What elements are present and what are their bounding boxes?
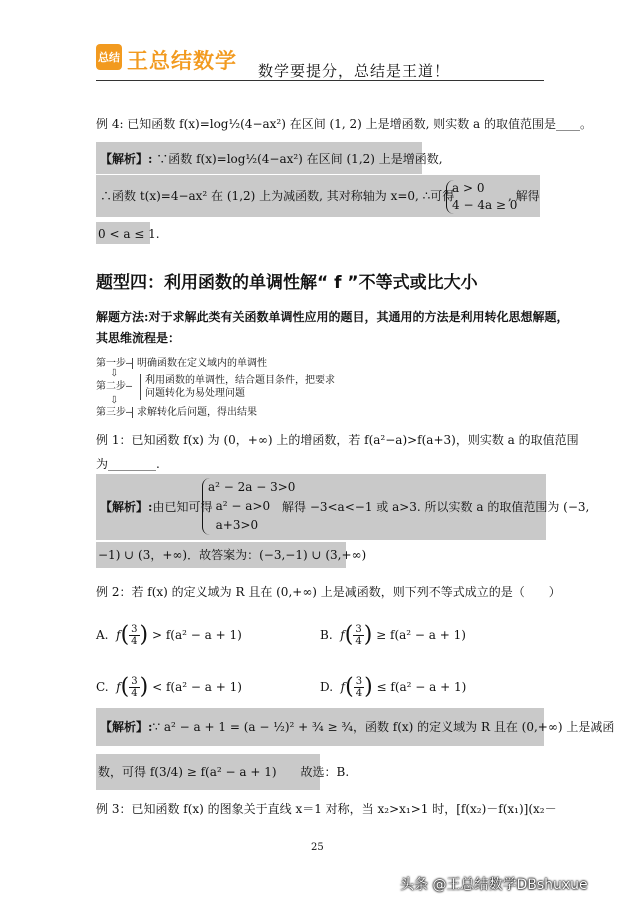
option-a-rhs: f(a² − a + 1) [165,628,242,642]
ex4-brace [446,180,517,214]
flow-step2-text-a: 利用函数的单调性，结合题目条件，把要求 [145,375,335,386]
method-line1 [96,306,568,328]
header-divider [96,80,544,81]
option-b-frac: $\frac{3}{4}$ [355,624,362,647]
flow-step1-text: 明确函数在定义域内的单调性 [132,358,267,369]
ex2-option-d[interactable]: D. f( $\frac{3}{4}) \le f(a^2 - a + 1)$ [320,674,467,700]
option-c-rhs: f(a² − a + 1) [165,680,242,694]
logo-badge-text: 总结 [98,51,120,64]
logo-badge [96,44,122,70]
watermark: 头条 @王总结数学DBshuxue [400,877,588,893]
ex4-analysis-line1 [100,150,443,168]
flow-arrow-1: ⇩ [110,368,119,379]
ex2-option-c[interactable]: C. f( $\frac{3}{4}) < f(a^2 - a + 1)$ [96,674,242,700]
ex4-analysis-label: 【解析】: [100,152,153,166]
ex2-analysis-text1: ∵ a² − a + 1 = (a − ½)² + ¾ ≥ ¾，函数 f(x) 的定义域为 R 且在 (0,+∞) 上是减函 [152,720,615,734]
ex1-analysis-line2: −1) ∪ (3，+∞)．故答案为：(−3,−1) ∪ (3,+∞) [98,548,367,562]
ex1-question-2: 为________. [96,457,160,471]
ex4-solve-word: , 解得 [508,189,540,203]
logo-name: 王总结数学 [127,49,237,73]
ex4-analysis-line2 [100,187,454,205]
header-motto: 数学要提分，总结是王道！ [258,62,451,80]
page-number: 25 [311,842,324,853]
ex1-analysis-mid: 解得 −3<a<−1 或 a>3. 所以实数 a 的取值范围为 (−3, [282,500,590,514]
option-a-label: A. [96,628,109,642]
ex1-analysis-start [100,498,212,516]
option-b-label: B. [320,628,333,642]
ex2-analysis-line2: 数，可得 f(3/4) ≥ f(a² − a + 1) 故选：B. [98,765,350,779]
flow-step2-text [140,374,335,400]
ex2-analysis-label: 【解析】: [100,720,153,734]
method-label: 解题方法: [96,310,149,324]
ex2-option-b[interactable]: B. f( $\frac{3}{4}) \ge f(a^2 - a + 1)$ [320,622,466,648]
flow-step1: 第一步— 明确函数在定义域内的单调性 [96,358,268,369]
flow-step2-text-b: 问题转化为易处理问题 [145,388,245,399]
option-b-rhs: f(a² − a + 1) [390,628,466,642]
flow-step3-text: 求解转化后问题，得出结果 [132,407,257,418]
option-d-rel: ≤ [376,680,387,694]
option-c-frac: $\frac{3}{4}$ [131,676,138,699]
ex1-sys-2: a² − a>0 [215,499,271,513]
flow-step1-label: 第一步 [96,358,126,369]
ex4-system [446,180,517,214]
ex1-question-1: 例 1：已知函数 f(x) 为 (0，+∞) 上的增函数，若 f(a²−a)>f(a+3)，则实数 a 的取值范围 [96,433,579,447]
ex1-analysis-label: 【解析】: [100,500,153,514]
ex1-sys-3: a+3>0 [215,518,259,532]
flow-arrow-2: ⇩ [110,395,119,406]
flow-step3: 第三步— 求解转化后问题，得出结果 [96,407,258,418]
ex2-option-a[interactable]: A. f( $\frac{3}{4}) > f(a^2 - a + 1)$ [96,622,242,648]
option-c-rel: < [152,680,163,694]
method-line2: 其思维流程是： [96,331,181,345]
ex4-answer: 0 < a ≤ 1. [98,227,160,241]
ex4-system-2: 4 − 4a ≥ 0 [452,198,518,212]
ex1-analysis-pre: 由已知可得 [152,500,213,514]
option-b-rel: ≥ [376,628,387,642]
flow-step2: 第二步— [96,381,133,392]
ex3-question: 例 3：已知函数 f(x) 的图象关于直线 x＝1 对称，当 x₂>x₁>1 时，[f(x₂)－f(x₁)](x₂－ [96,802,557,816]
option-d-rhs: f(a² − a + 1) [390,680,467,694]
ex2-question: 例 2：若 f(x) 的定义域为 R 且在 (0,+∞) 上是减函数，则下列不等式成立的是（ ） [96,585,561,599]
section-title: 题型四：利用函数的单调性解“ f ”不等式或比大小 [96,273,478,293]
option-a-frac: $\frac{3}{4}$ [131,624,138,647]
ex4-analysis-text2a: ∴函数 t(x)=4−ax² 在 (1,2) 上为减函数, 其对称轴为 x=0, ∴可得 [100,189,455,203]
option-a-rel: > [151,628,163,642]
flow-step3-label: 第三步 [96,407,126,418]
ex1-sys-1: a² − 2a − 3>0 [208,480,296,494]
option-d-label: D. [320,680,334,694]
method-text1: 对于求解此类有关函数单调性应用的题目，其通用的方法是利用转化思想解题， [148,310,569,324]
option-d-frac: $\frac{3}{4}$ [355,676,363,699]
ex2-analysis-line1 [100,718,614,736]
ex4-system-1: a > 0 [452,181,485,195]
flow-step2-label: 第二步 [96,381,126,392]
ex4-question: 例 4: 已知函数 f(x)=log½(4−ax²) 在区间 (1, 2) 上是增函数, 则实数 a 的取值范围是____。 [96,117,593,131]
option-c-label: C. [96,680,109,694]
ex4-analysis-text1: ∵函数 f(x)=log½(4−ax²) 在区间 (1,2) 上是增函数, [156,152,443,166]
